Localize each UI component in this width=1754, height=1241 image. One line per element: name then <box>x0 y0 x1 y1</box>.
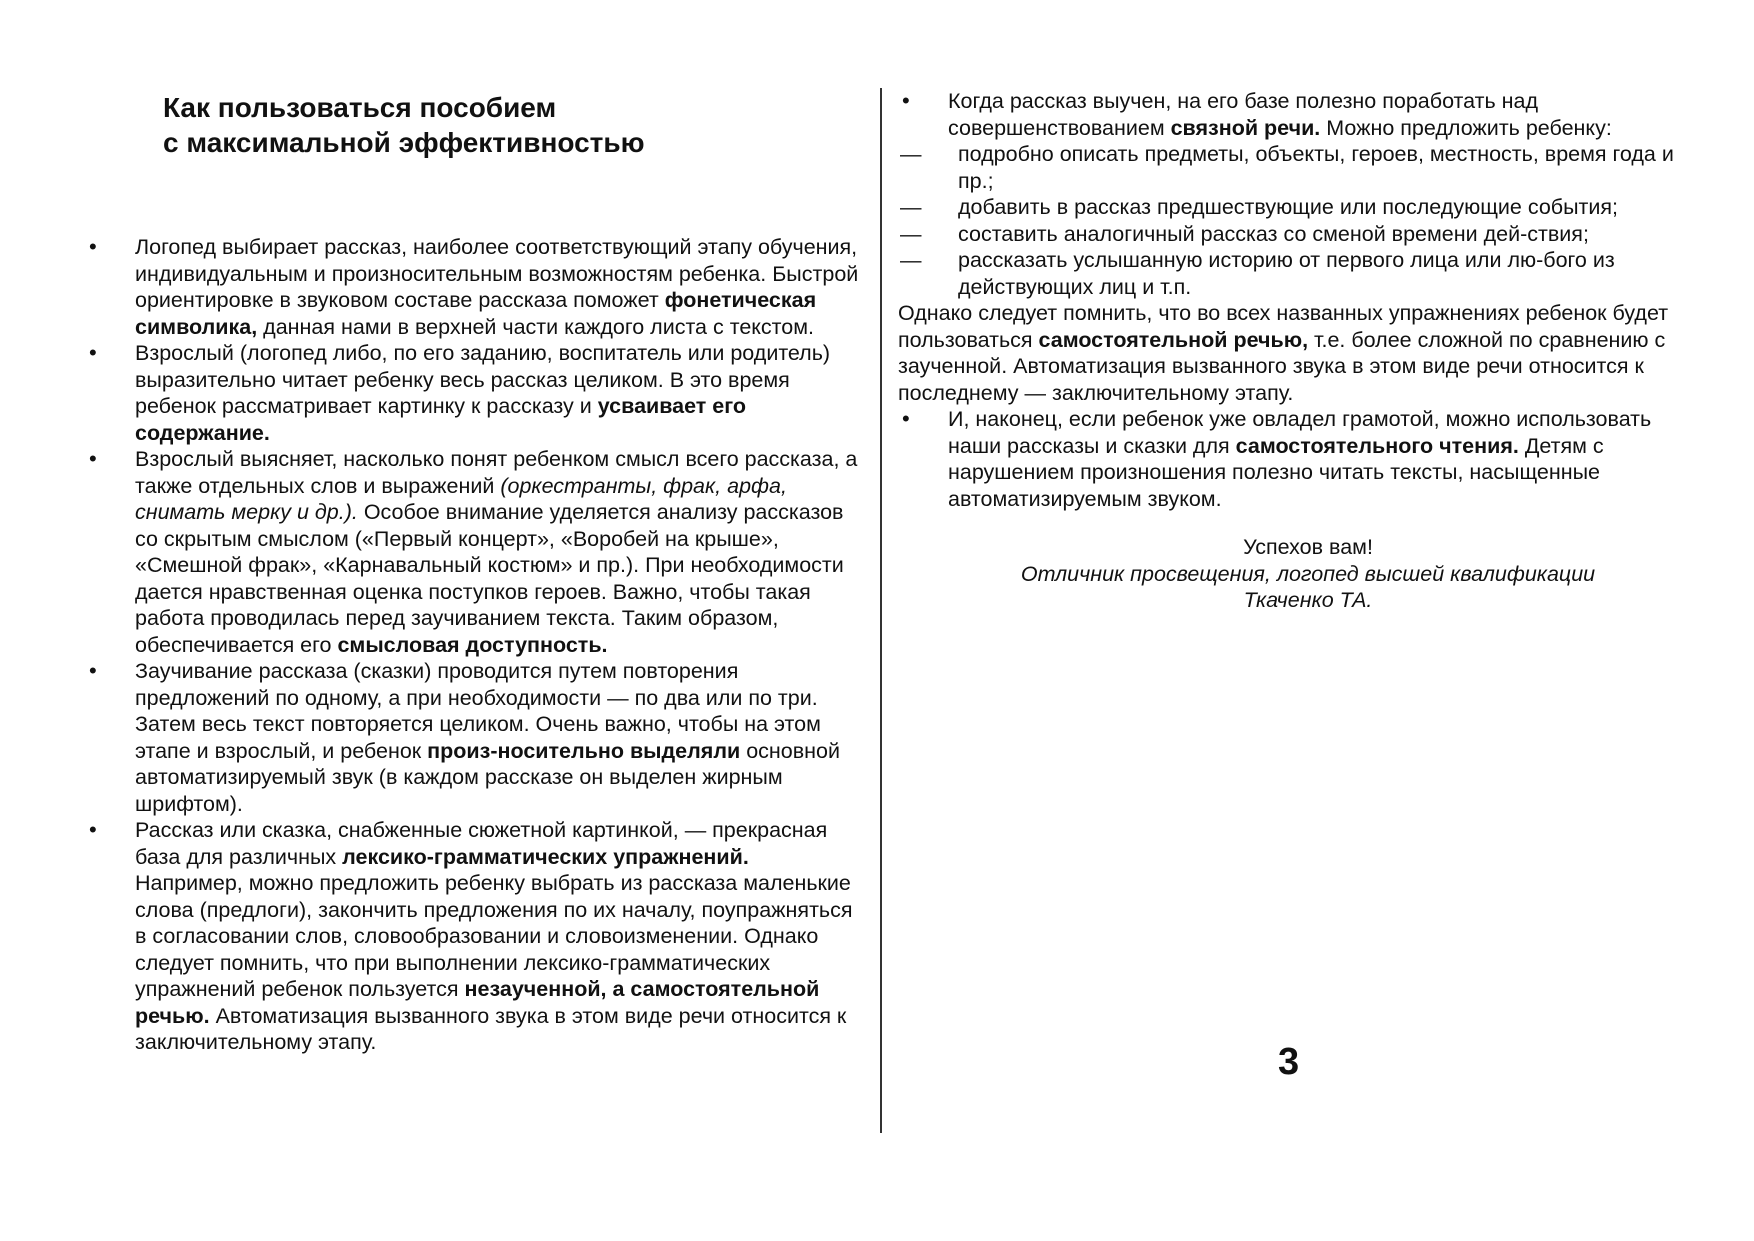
dash-item: — добавить в рассказ предшествующие или последующие события; <box>898 194 1688 221</box>
right-column <box>898 88 1688 614</box>
instruction-list <box>85 234 860 1056</box>
list-item: • Когда рассказ выучен, на его базе полезно поработать над совершенствованием связной речи. Можно предложить ребенку: <box>898 88 1688 141</box>
title-line-1: Как пользоваться пособием <box>163 92 557 123</box>
instruction-list-continued <box>898 88 1688 141</box>
dash-item: — составить аналогичный рассказ со сменой времени дей-ствия; <box>898 221 1688 248</box>
note-paragraph: Однако следует помнить, что во всех названных упражнениях ребенок будет пользоваться самостоятельной речью, т.е. более сложной по сравнению с заученной. Автоматизация вызванного звука в этом виде речи относится к последнему — заключительному этапу. <box>898 301 1669 405</box>
author-name: Ткаченко ТА. <box>1243 588 1373 612</box>
closing-signature <box>898 534 1688 614</box>
list-item: • И, наконец, если ребенок уже овладел грамотой, можно использовать наши рассказы и сказки для самостоятельного чтения. Детям с нарушением произношения полезно читать тексты, насыщенные автоматизируемым звуком. <box>898 406 1688 512</box>
list-item: • Взрослый (логопед либо, по его заданию, воспитатель или родитель) выразительно читает ребенку весь рассказ целиком. В это время ребенок рассматривает картинку к рассказу и усваивает его содержание. <box>85 340 860 446</box>
list-item: • Взрослый выясняет, насколько понят ребенком смысл всего рассказа, а также отдельных слов и выражений (оркестранты, фрак, арфа, снимать мерку и др.). Особое внимание уделяется анализу рассказов со скрытым смыслом («Первый концерт», «Воробей на крыше», «Смешной фрак», «Карнавальный костюм» и пр.). При необходимости дается нравственная оценка поступков героев. Важно, чтобы такая работа проводилась перед заучиванием текста. Таким образом, обеспечивается его смысловая доступность. <box>85 446 860 658</box>
dash-item: — рассказать услышанную историю от первого лица или лю-бого из действующих лиц и т.п. <box>898 247 1688 300</box>
author-position: Отличник просвещения, логопед высшей квалификации <box>1020 561 1596 586</box>
exercise-list <box>898 141 1688 300</box>
title-line-2: с максимальной эффективностью <box>163 127 645 158</box>
left-column <box>85 90 860 1056</box>
list-item: • Рассказ или сказка, снабженные сюжетной картинкой, — прекрасная база для различных лексико-грамматических упражнений. Например, можно предложить ребенку выбрать из рассказа маленькие слова (предлоги), закончить предложения по их началу, поупражняться в согласовании слов, словообразовании и словоизменении. Однако следует помнить, что при выполнении лексико-грамматических упражнений ребенок пользуется незаученной, а самостоятельной речью. Автоматизация вызванного звука в этом виде речи относится к заключительному этапу. <box>85 817 860 1056</box>
list-item: • Логопед выбирает рассказ, наиболее соответствующий этапу обучения, индивидуальным и произносительным возможностям ребенка. Быстрой ориентировке в звуковом составе рассказа поможет фонетическая символика, данная нами в верхней части каждого листа с текстом. <box>85 234 860 340</box>
page-number: 3 <box>1278 1041 1300 1083</box>
dash-item: — подробно описать предметы, объекты, героев, местность, время года и пр.; <box>898 141 1688 194</box>
closing-greeting: Успехов вам! <box>1243 535 1373 559</box>
instruction-list-final <box>898 406 1688 512</box>
column-divider <box>880 88 882 1133</box>
list-item: • Заучивание рассказа (сказки) проводится путем повторения предложений по одному, а при необходимости — по два или по три. Затем весь текст повторяется целиком. Очень важно, чтобы на этом этапе и взрослый, и ребенок произ-носительно выделяли основной автоматизируемый звук (в каждом рассказе он выделен жирным шрифтом). <box>85 658 860 817</box>
page-title <box>163 90 860 160</box>
